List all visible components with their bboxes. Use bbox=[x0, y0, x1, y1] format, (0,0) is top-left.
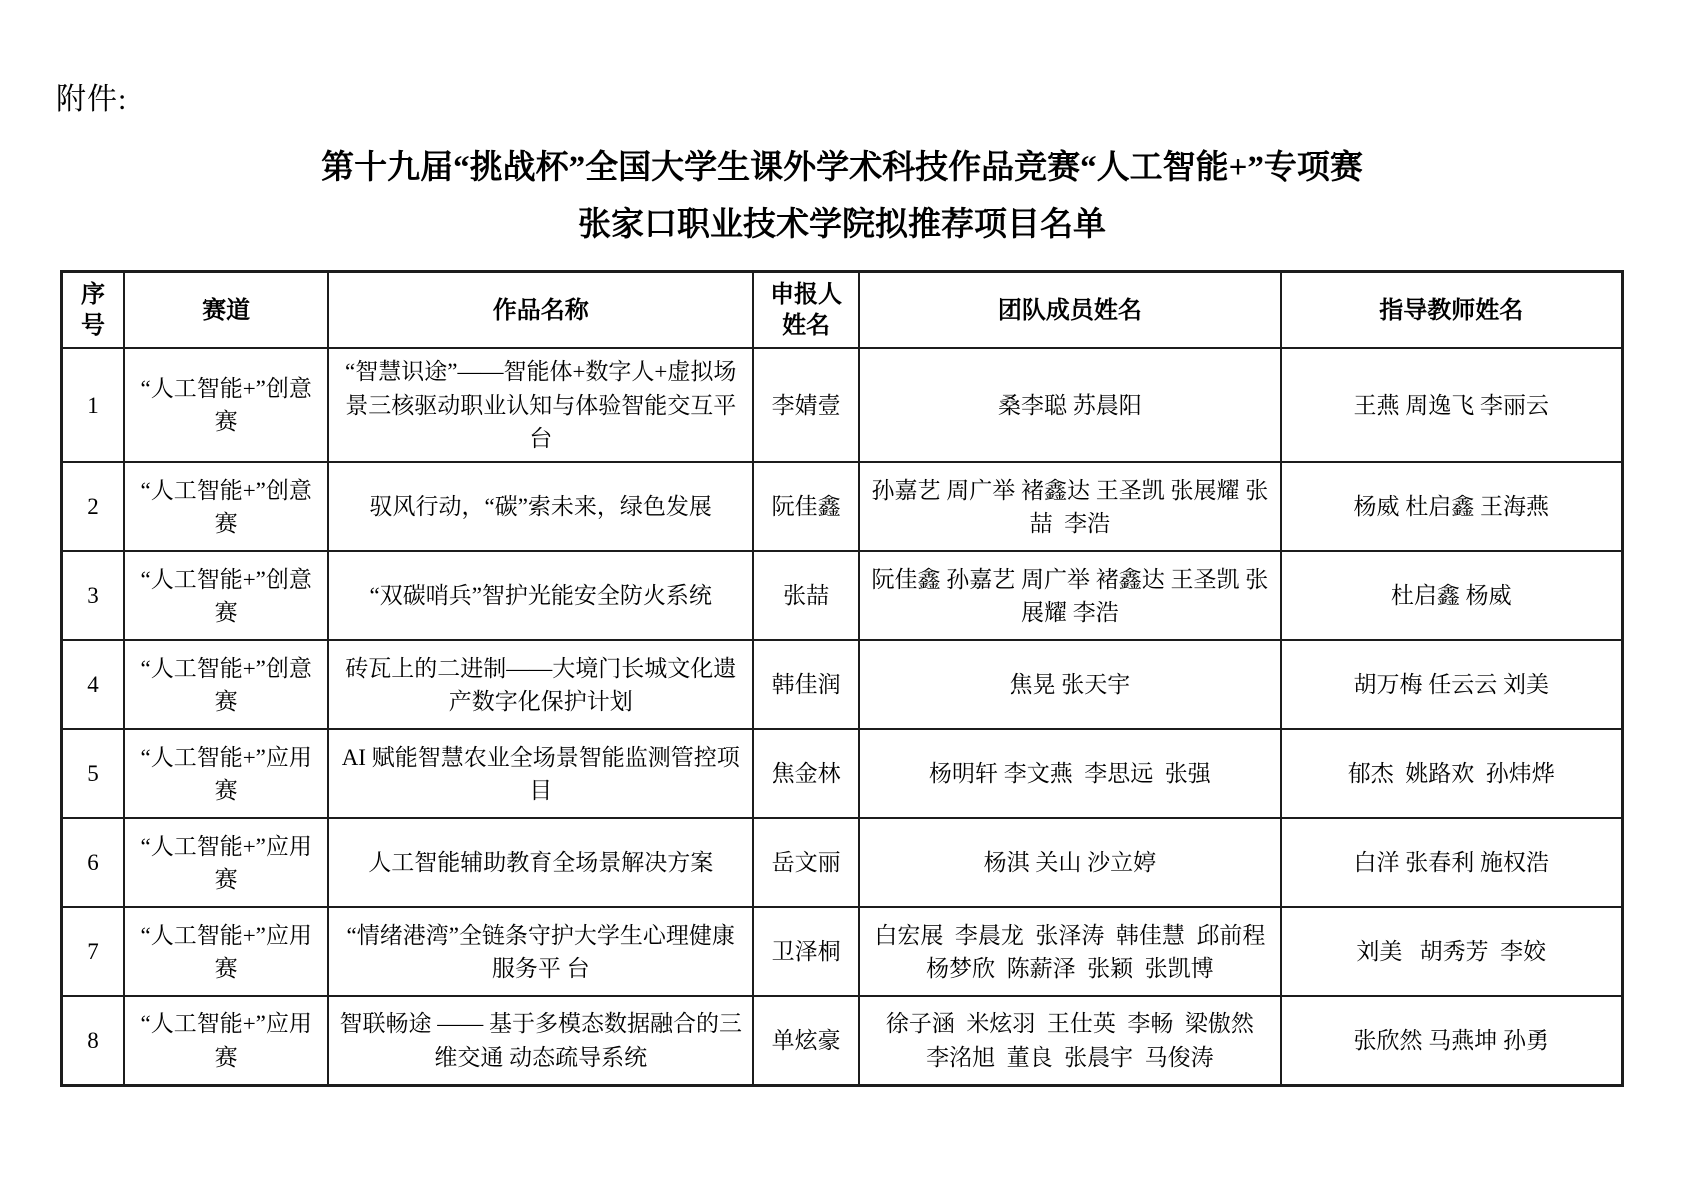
cell-track: “人工智能+”应用赛 bbox=[124, 996, 328, 1085]
cell-no: 6 bbox=[62, 818, 124, 907]
attachment-label: 附件: bbox=[56, 83, 128, 116]
cell-work: “智慧识途”——智能体+数字人+虚拟场景三核驱动职业认知与体验智能交互平台 bbox=[328, 348, 753, 462]
cell-track: “人工智能+”创意赛 bbox=[124, 551, 328, 640]
cell-advisors: 张欣然 马燕坤 孙勇 bbox=[1281, 996, 1623, 1085]
cell-track: “人工智能+”创意赛 bbox=[124, 462, 328, 551]
cell-track: “人工智能+”应用赛 bbox=[124, 818, 328, 907]
document-title-line2: 张家口职业技术学院拟推荐项目名单 bbox=[578, 206, 1106, 243]
cell-applicant: 单炫豪 bbox=[753, 996, 859, 1085]
cell-work: 智联畅途 —— 基于多模态数据融合的三维交通 动态疏导系统 bbox=[328, 996, 753, 1085]
table-row bbox=[62, 551, 1623, 640]
cell-work: “情绪港湾”全链条守护大学生心理健康服务平 台 bbox=[328, 907, 753, 996]
cell-track: “人工智能+”创意赛 bbox=[124, 348, 328, 462]
document-title bbox=[0, 140, 1684, 254]
cell-team: 杨淇 关山 沙立婷 bbox=[859, 818, 1280, 907]
cell-applicant: 韩佳润 bbox=[753, 640, 859, 729]
header-work: 作品名称 bbox=[328, 272, 753, 349]
cell-no: 4 bbox=[62, 640, 124, 729]
header-team: 团队成员姓名 bbox=[859, 272, 1280, 349]
cell-advisors: 王燕 周逸飞 李丽云 bbox=[1281, 348, 1623, 462]
cell-work: “双碳哨兵”智护光能安全防火系统 bbox=[328, 551, 753, 640]
cell-work: 人工智能辅助教育全场景解决方案 bbox=[328, 818, 753, 907]
cell-work: AI 赋能智慧农业全场景智能监测管控项目 bbox=[328, 729, 753, 818]
cell-applicant: 卫泽桐 bbox=[753, 907, 859, 996]
cell-track: “人工智能+”应用赛 bbox=[124, 907, 328, 996]
cell-applicant: 张喆 bbox=[753, 551, 859, 640]
cell-applicant: 岳文丽 bbox=[753, 818, 859, 907]
header-applicant: 申报人姓名 bbox=[753, 272, 859, 349]
table-row bbox=[62, 462, 1623, 551]
header-track: 赛道 bbox=[124, 272, 328, 349]
cell-advisors: 胡万梅 任云云 刘美 bbox=[1281, 640, 1623, 729]
cell-track: “人工智能+”应用赛 bbox=[124, 729, 328, 818]
cell-applicant: 焦金林 bbox=[753, 729, 859, 818]
cell-no: 3 bbox=[62, 551, 124, 640]
cell-advisors: 白洋 张春利 施权浩 bbox=[1281, 818, 1623, 907]
cell-team: 焦晃 张天宇 bbox=[859, 640, 1280, 729]
cell-advisors: 刘美 胡秀芳 李姣 bbox=[1281, 907, 1623, 996]
table-header-row bbox=[62, 272, 1623, 349]
header-no: 序号 bbox=[62, 272, 124, 349]
table-row bbox=[62, 729, 1623, 818]
cell-applicant: 李婧壹 bbox=[753, 348, 859, 462]
table-row bbox=[62, 640, 1623, 729]
projects-table bbox=[60, 270, 1624, 1087]
cell-no: 2 bbox=[62, 462, 124, 551]
cell-no: 8 bbox=[62, 996, 124, 1085]
cell-no: 7 bbox=[62, 907, 124, 996]
cell-team: 白宏展 李晨龙 张泽涛 韩佳慧 邱前程 杨梦欣 陈薪泽 张颖 张凯博 bbox=[859, 907, 1280, 996]
table-row bbox=[62, 996, 1623, 1085]
cell-applicant: 阮佳鑫 bbox=[753, 462, 859, 551]
cell-track: “人工智能+”创意赛 bbox=[124, 640, 328, 729]
cell-team: 桑李聪 苏晨阳 bbox=[859, 348, 1280, 462]
cell-team: 杨明轩 李文燕 李思远 张强 bbox=[859, 729, 1280, 818]
cell-no: 5 bbox=[62, 729, 124, 818]
table-row bbox=[62, 907, 1623, 996]
cell-advisors: 杜启鑫 杨威 bbox=[1281, 551, 1623, 640]
header-advisors: 指导教师姓名 bbox=[1281, 272, 1623, 349]
table-row bbox=[62, 818, 1623, 907]
cell-work: 驭风行动，“碳”索未来，绿色发展 bbox=[328, 462, 753, 551]
cell-team: 孙嘉艺 周广举 褚鑫达 王圣凯 张展耀 张喆 李浩 bbox=[859, 462, 1280, 551]
cell-no: 1 bbox=[62, 348, 124, 462]
cell-work: 砖瓦上的二进制——大境门长城文化遗产数字化保护计划 bbox=[328, 640, 753, 729]
cell-team: 阮佳鑫 孙嘉艺 周广举 褚鑫达 王圣凯 张展耀 李浩 bbox=[859, 551, 1280, 640]
document-title-line1: 第十九届“挑战杯”全国大学生课外学术科技作品竞赛“人工智能+”专项赛 bbox=[321, 150, 1363, 186]
table-row bbox=[62, 348, 1623, 462]
cell-advisors: 杨威 杜启鑫 王海燕 bbox=[1281, 462, 1623, 551]
cell-advisors: 郁杰 姚路欢 孙炜烨 bbox=[1281, 729, 1623, 818]
cell-team: 徐子涵 米炫羽 王仕英 李畅 梁傲然 李洺旭 董良 张晨宇 马俊涛 bbox=[859, 996, 1280, 1085]
